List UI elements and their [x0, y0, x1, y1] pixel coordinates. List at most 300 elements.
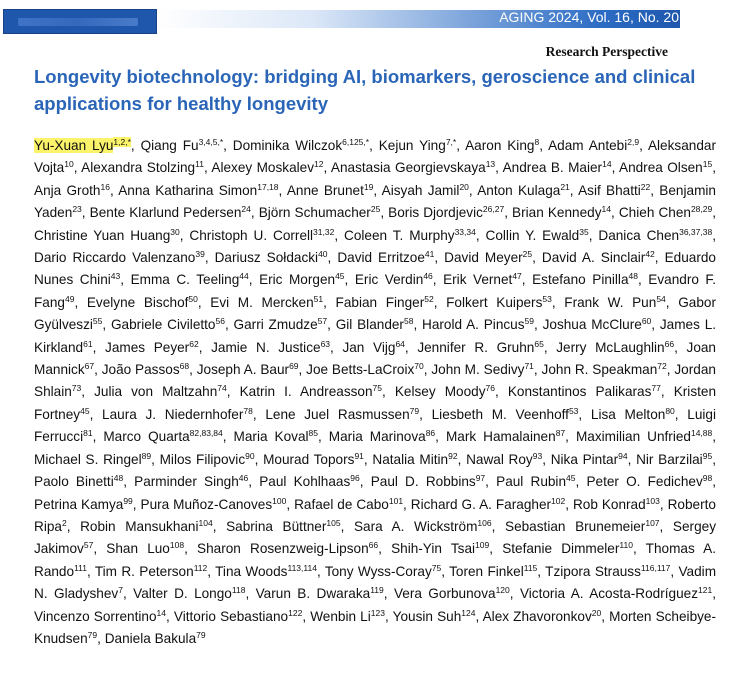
author-affiliation: 42: [645, 249, 655, 260]
author-name: Luigi Ferrucci: [34, 406, 717, 445]
author-entry: [105, 340, 199, 355]
author-name: Pura Muñoz-Canoves: [140, 496, 273, 512]
author-separator: ,: [102, 317, 111, 333]
author-separator: ,: [197, 294, 211, 310]
author-affiliation: 73: [71, 383, 82, 394]
author-affiliation: 11: [195, 159, 204, 170]
author-separator: ,: [286, 496, 295, 512]
author-name: Garri Zmudze: [233, 317, 318, 333]
author-name: Frank W. Pun: [564, 294, 657, 310]
author-affiliation: 61: [83, 338, 93, 349]
author-affiliation: 70: [414, 361, 424, 372]
author-separator: ,: [73, 160, 82, 176]
author-separator: ,: [278, 182, 287, 198]
author-entry: [496, 474, 575, 489]
author-separator: ,: [441, 563, 450, 579]
author-separator: ,: [120, 272, 131, 288]
author-affiliation: 106: [477, 517, 492, 528]
author-name: Christoph U. Correll: [189, 227, 314, 243]
author-name: Benjamin Yaden: [34, 182, 716, 221]
author-entry: [465, 138, 539, 153]
author-name: Roberto Ripa: [34, 496, 716, 534]
author-affiliation: 7: [118, 585, 123, 596]
author-affiliation: 80: [665, 405, 675, 416]
author-name: Paul D. Robbins: [370, 474, 476, 490]
author-affiliation: 95: [702, 450, 713, 461]
author-name: Joseph A. Baur: [196, 362, 290, 378]
author-separator: ,: [93, 541, 107, 557]
author-separator: ,: [92, 339, 106, 355]
author-affiliation: 100: [272, 495, 287, 506]
author-separator: ,: [81, 205, 90, 221]
author-affiliation: 55: [92, 316, 103, 327]
author-entry: [355, 272, 433, 287]
author-name: Katrin I. Andreasson: [239, 384, 373, 400]
author-separator: ,: [578, 406, 591, 422]
author-name: Kejun Ying: [378, 138, 446, 153]
author-affiliation: 33,34: [454, 226, 476, 237]
author-separator: ,: [413, 317, 423, 333]
author-name: Joshua McClure: [542, 317, 642, 333]
author-separator: ,: [298, 362, 307, 378]
author-entry: [265, 407, 419, 422]
author-separator: ,: [363, 451, 373, 467]
author-affiliation: 90: [245, 450, 255, 461]
author-separator: ,: [248, 272, 260, 288]
author-entry: [102, 407, 253, 422]
author-name: Maria Marinova: [328, 429, 426, 445]
author-affiliation: 8: [534, 137, 540, 147]
author-entry: [379, 138, 457, 153]
author-separator: ,: [712, 474, 717, 490]
author-separator: ,: [123, 474, 135, 490]
author-name: Rafael de Cabo: [294, 496, 389, 512]
author-affiliation: 115: [523, 562, 538, 573]
author-affiliation: 13: [485, 159, 496, 170]
author-separator: ,: [569, 182, 579, 198]
author-entry: [34, 228, 180, 243]
author-separator: ,: [179, 227, 190, 243]
author-entry: [545, 564, 670, 579]
author-separator: ,: [373, 182, 382, 198]
author-name: Tony Wyss-Coray: [324, 563, 432, 579]
author-entry: [103, 429, 222, 444]
author-name: Björn Schumacher: [258, 205, 371, 221]
author-entry: [505, 519, 660, 534]
author-name: Alex Zhavoronkov: [482, 608, 592, 624]
author-separator: ,: [627, 451, 637, 467]
author-affiliation: 94: [618, 450, 628, 461]
author-entry: [532, 272, 638, 287]
author-affiliation: 3,4,5,*: [198, 137, 224, 147]
author-separator: ,: [378, 541, 392, 557]
author-affiliation: 53: [568, 405, 579, 416]
author-separator: ,: [433, 294, 447, 310]
author-affiliation: 47: [512, 271, 522, 282]
author-entry: [329, 429, 435, 444]
author-affiliation: 57: [317, 316, 328, 327]
author-affiliation: 74: [217, 383, 227, 394]
author-entry: [306, 362, 424, 377]
author-name: Victoria A. Acosta-Rodríguez: [519, 586, 698, 602]
author-separator: ,: [132, 496, 141, 512]
author-affiliation: 54: [656, 293, 666, 304]
author-name: Jan Vijg: [342, 339, 396, 355]
author-affiliation: 121: [698, 585, 713, 596]
author-affiliation: 31,32: [313, 226, 335, 237]
author-name: Estefano Pinilla: [532, 272, 629, 288]
author-entry: [344, 228, 476, 243]
author-affiliation: 24: [241, 204, 251, 215]
author-affiliation: 14,88: [690, 428, 713, 439]
author-name: Kelsey Moody: [394, 384, 486, 400]
author-entry: [294, 497, 403, 512]
author-name: Danica Chen: [598, 227, 680, 243]
author-affiliation: 71: [524, 361, 534, 372]
author-name: Shih-Yin Tsai: [391, 541, 476, 557]
author-separator: ,: [712, 227, 716, 243]
author-entry: [591, 407, 675, 422]
author-name: Emma C. Teeling: [130, 272, 240, 288]
author-affiliation: 59: [524, 316, 535, 327]
author-separator: ,: [369, 138, 379, 153]
author-separator: ,: [384, 608, 393, 624]
author-affiliation: 66: [664, 338, 675, 349]
author-name: Joe Betts-LaCroix: [306, 362, 415, 378]
author-name: Mark Hamalainen: [445, 429, 556, 445]
author-affiliation: 50: [188, 293, 198, 304]
author-affiliation: 111: [74, 562, 87, 573]
author-separator: ,: [203, 160, 212, 176]
author-affiliation: 85: [308, 428, 319, 439]
author-name: Folkert Kuipers: [446, 294, 543, 310]
author-affiliation: 102: [551, 495, 566, 506]
author-name: Andrea Olsen: [619, 160, 703, 176]
author-affiliation: 77: [651, 383, 661, 394]
author-entry: [105, 631, 206, 646]
author-affiliation: 20: [591, 607, 602, 618]
author-affiliation: 110: [619, 540, 633, 551]
author-name: Jennifer R. Gruhn: [417, 339, 535, 355]
author-separator: ,: [712, 160, 716, 176]
author-separator: ,: [637, 272, 649, 288]
author-affiliation: 103: [645, 495, 660, 506]
author-separator: ,: [670, 563, 679, 579]
author-entry: [422, 317, 534, 332]
author-entry: [189, 228, 334, 243]
author-entry: [34, 183, 110, 198]
author-name: Tina Woods: [215, 563, 288, 579]
author-name: Anastasia Georgievskaya: [330, 160, 486, 176]
author-name: Jordan Shlain: [34, 362, 716, 400]
author-entry: [576, 429, 712, 444]
author-entry: [287, 183, 374, 198]
author-name: John M. Sedivy: [431, 362, 525, 378]
author-name: Evi M. Mercken: [210, 294, 314, 310]
author-name: Aisyah Jamil: [381, 182, 460, 198]
author-separator: ,: [659, 496, 668, 512]
author-name: Nir Barzilai: [636, 451, 703, 467]
author-separator: ,: [611, 205, 619, 221]
author-name: Vittorio Sebastiano: [173, 608, 289, 624]
author-entry: [160, 452, 255, 467]
author-separator: ,: [89, 406, 103, 422]
author-affiliation: 7,*: [445, 137, 457, 147]
author-affiliation: 46: [238, 473, 249, 484]
author-entry: [337, 250, 434, 265]
author-separator: ,: [650, 182, 660, 198]
author-affiliation: 14: [602, 159, 612, 170]
author-affiliation: 19: [363, 181, 374, 192]
author-affiliation: 2: [61, 517, 67, 528]
author-separator: ,: [254, 451, 264, 467]
author-name: Jamie N. Justice: [211, 339, 321, 355]
author-entry: [486, 228, 589, 243]
author-affiliation: 91: [354, 450, 364, 461]
author-affiliation: 14: [601, 204, 611, 215]
author-separator: ,: [434, 250, 445, 266]
author-separator: ,: [485, 474, 497, 490]
author-affiliation: 44: [239, 271, 249, 282]
article-title: Longevity biotechnology: bridging AI, biomarkers, geroscience and clinical applications for healthy longevity: [34, 66, 696, 114]
author-affiliation: 64: [395, 338, 405, 349]
author-separator: ,: [674, 339, 687, 355]
author-name: Liesbeth M. Veenhoff: [431, 406, 569, 422]
author-separator: ,: [551, 294, 565, 310]
author-separator: ,: [611, 160, 619, 176]
author-name: Yu-Xuan Lyu: [34, 138, 114, 153]
author-entry: [34, 250, 205, 265]
author-entry: [34, 609, 166, 624]
author-name: Brian Kennedy: [512, 205, 602, 221]
author-separator: ,: [359, 474, 371, 490]
author-name: Vincenzo Sorrentino: [34, 608, 157, 624]
author-separator: ,: [223, 138, 233, 153]
author-separator: ,: [639, 138, 648, 153]
author-affiliation: 53: [542, 293, 552, 304]
author-affiliation: 52: [424, 293, 434, 304]
author-name: Erik Vernet: [443, 272, 513, 288]
author-name: Coleen T. Murphy: [344, 227, 455, 243]
author-affiliation: 105: [326, 517, 341, 528]
author-name: James Peyer: [105, 339, 190, 355]
author-separator: ,: [207, 563, 216, 579]
author-entry: [512, 205, 611, 220]
author-entry: [444, 250, 532, 265]
author-separator: ,: [712, 429, 717, 445]
author-separator: ,: [166, 608, 174, 624]
author-affiliation: 25: [370, 204, 381, 215]
author-affiliation: 22: [640, 181, 651, 192]
author-name: Gabor Gyülveszi: [34, 294, 716, 333]
author-name: James L. Kirkland: [34, 317, 717, 355]
author-separator: ,: [404, 339, 418, 355]
author-entry: [446, 429, 565, 444]
author-affiliation: 20: [459, 181, 469, 192]
author-name: Robin Mansukhani: [80, 518, 199, 534]
author-name: Aaron King: [465, 138, 535, 153]
author-entry: [325, 564, 441, 579]
author-entry: [80, 519, 213, 534]
author-name: Konstantinos Palikaras: [507, 384, 652, 400]
journal-info: AGING 2024, Vol. 16, No. 20: [499, 9, 679, 25]
author-name: Marco Quarta: [103, 429, 190, 445]
author-separator: ,: [509, 586, 520, 602]
author-name: Rob Konrad: [572, 496, 646, 512]
author-affiliation: 86: [425, 428, 436, 439]
author-separator: ,: [109, 182, 119, 198]
author-separator: ,: [468, 182, 478, 198]
author-name: Dariusz Sołdacki: [214, 250, 319, 266]
author-name: David Erritzoe: [337, 250, 425, 266]
author-entry: [118, 183, 278, 198]
author-name: Eric Morgen: [259, 272, 336, 288]
author-separator: ,: [184, 541, 198, 557]
author-entry: [432, 407, 579, 422]
author-entry: [34, 474, 123, 489]
author-name: Morten Scheibye-Knudsen: [34, 608, 717, 646]
author-separator: ,: [504, 205, 513, 221]
article-type: Research Perspective: [545, 44, 668, 59]
author-entry: [502, 541, 633, 556]
author-name: Tzipora Strauss: [545, 563, 641, 579]
author-entry: [233, 138, 369, 153]
author-name: Boris Djordjevic: [388, 205, 483, 221]
author-affiliation: 40: [318, 249, 328, 260]
author-name: Nawal Roy: [466, 451, 533, 467]
author-affiliation: 78: [243, 405, 253, 416]
author-separator: ,: [632, 541, 646, 557]
author-entry: [395, 384, 495, 399]
author-name: Lene Juel Rasmussen: [265, 406, 410, 422]
author-affiliation: 81: [83, 428, 93, 439]
author-affiliation: 14: [156, 607, 166, 618]
author-name: Adam Antebi: [548, 138, 628, 153]
author-name: Richard G. A. Faragher: [410, 496, 552, 512]
author-affiliation: 116,117: [640, 562, 671, 573]
author-separator: ,: [92, 429, 104, 445]
author-affiliation: 72: [657, 361, 667, 372]
author-name: Gil Blander: [335, 317, 404, 333]
author-separator: ,: [122, 586, 134, 602]
author-separator: ,: [423, 362, 432, 378]
author-entry: [619, 205, 712, 220]
author-separator: ,: [495, 160, 503, 176]
author-separator: ,: [712, 205, 717, 221]
author-separator: ,: [565, 429, 576, 445]
author-affiliation: 48: [113, 473, 124, 484]
author-entry: [263, 452, 364, 467]
author-affiliation: 1,2,*: [113, 137, 131, 147]
author-entry: [336, 295, 434, 310]
author-separator: ,: [674, 406, 688, 422]
author-separator: ,: [224, 317, 234, 333]
author-separator: ,: [494, 384, 508, 400]
author-affiliation: 97: [475, 473, 486, 484]
author-name: Nika Pintar: [550, 451, 619, 467]
author-name: Harold A. Pincus: [422, 317, 525, 333]
author-entry: [102, 362, 189, 377]
author-separator: ,: [419, 406, 432, 422]
author-name: Sharon Rosenzweig-Lipson: [197, 541, 369, 557]
author-separator: ,: [204, 250, 215, 266]
author-entry: [548, 138, 639, 153]
author-separator: ,: [245, 586, 256, 602]
author-name: Eric Verdin: [354, 272, 424, 288]
author-name: Christine Yuan Huang: [34, 227, 171, 243]
author-entry: [87, 295, 198, 310]
author-entry: [520, 586, 712, 601]
author-affiliation: 75: [431, 562, 442, 573]
journal-logo-mark: [18, 18, 138, 26]
author-affiliation: 119: [370, 585, 384, 596]
author-affiliation: 66: [368, 540, 379, 551]
author-separator: ,: [533, 362, 542, 378]
author-affiliation: 58: [403, 316, 414, 327]
author-name: Anja Groth: [34, 182, 101, 198]
author-affiliation: 122: [288, 607, 303, 618]
author-affiliation: 69: [289, 361, 299, 372]
author-name: Sebastian Brunemeier: [505, 518, 646, 534]
author-entry: [215, 250, 328, 265]
author-name: Shan Luo: [106, 541, 170, 557]
author-separator: ,: [86, 563, 95, 579]
author-name: João Passos: [101, 362, 180, 378]
author-separator: ,: [189, 362, 197, 378]
author-entry: [240, 384, 382, 399]
author-separator: ,: [475, 608, 483, 624]
author-name: Laura J. Niedernhofer: [102, 406, 244, 422]
author-affiliation: 89: [141, 450, 152, 461]
author-affiliation: 36,37,38: [679, 226, 713, 237]
author-separator: ,: [575, 474, 587, 490]
author-name: Dario Riccardo Valenzano: [34, 250, 196, 266]
author-separator: ,: [130, 138, 141, 153]
author-affiliation: 98: [702, 473, 713, 484]
author-separator: ,: [543, 339, 557, 355]
author-entry: [34, 138, 131, 153]
author-name: Paul Kohlhaas: [259, 474, 351, 490]
author-affiliation: 104: [198, 517, 213, 528]
author-entry: [259, 272, 344, 287]
author-separator: ,: [457, 451, 467, 467]
author-name: Aleksandar Vojta: [34, 138, 716, 176]
author-entry: [382, 183, 469, 198]
author-separator: ,: [665, 294, 679, 310]
author-name: John R. Speakman: [541, 362, 658, 378]
author-affiliation: 6,125,*: [342, 137, 370, 147]
author-name: Gabriele Civiletto: [110, 317, 216, 333]
author-affiliation: 120: [495, 585, 510, 596]
author-separator: ,: [565, 496, 573, 512]
author-name: Kristen Fortney: [34, 384, 717, 422]
author-affiliation: 41: [424, 249, 435, 260]
author-affiliation: 45: [335, 271, 345, 282]
author-entry: [477, 183, 570, 198]
author-name: Fabian Finger: [335, 294, 425, 310]
author-affiliation: 51: [313, 293, 324, 304]
author-affiliation: 67: [84, 361, 95, 372]
author-separator: ,: [380, 205, 389, 221]
author-entry: [34, 452, 151, 467]
author-entry: [443, 272, 522, 287]
author-affiliation: 75: [372, 383, 383, 394]
author-affiliation: 79: [87, 629, 98, 640]
author-affiliation: 12: [314, 159, 324, 170]
author-separator: ,: [534, 317, 543, 333]
author-entry: [411, 497, 565, 512]
author-entry: [111, 317, 225, 332]
